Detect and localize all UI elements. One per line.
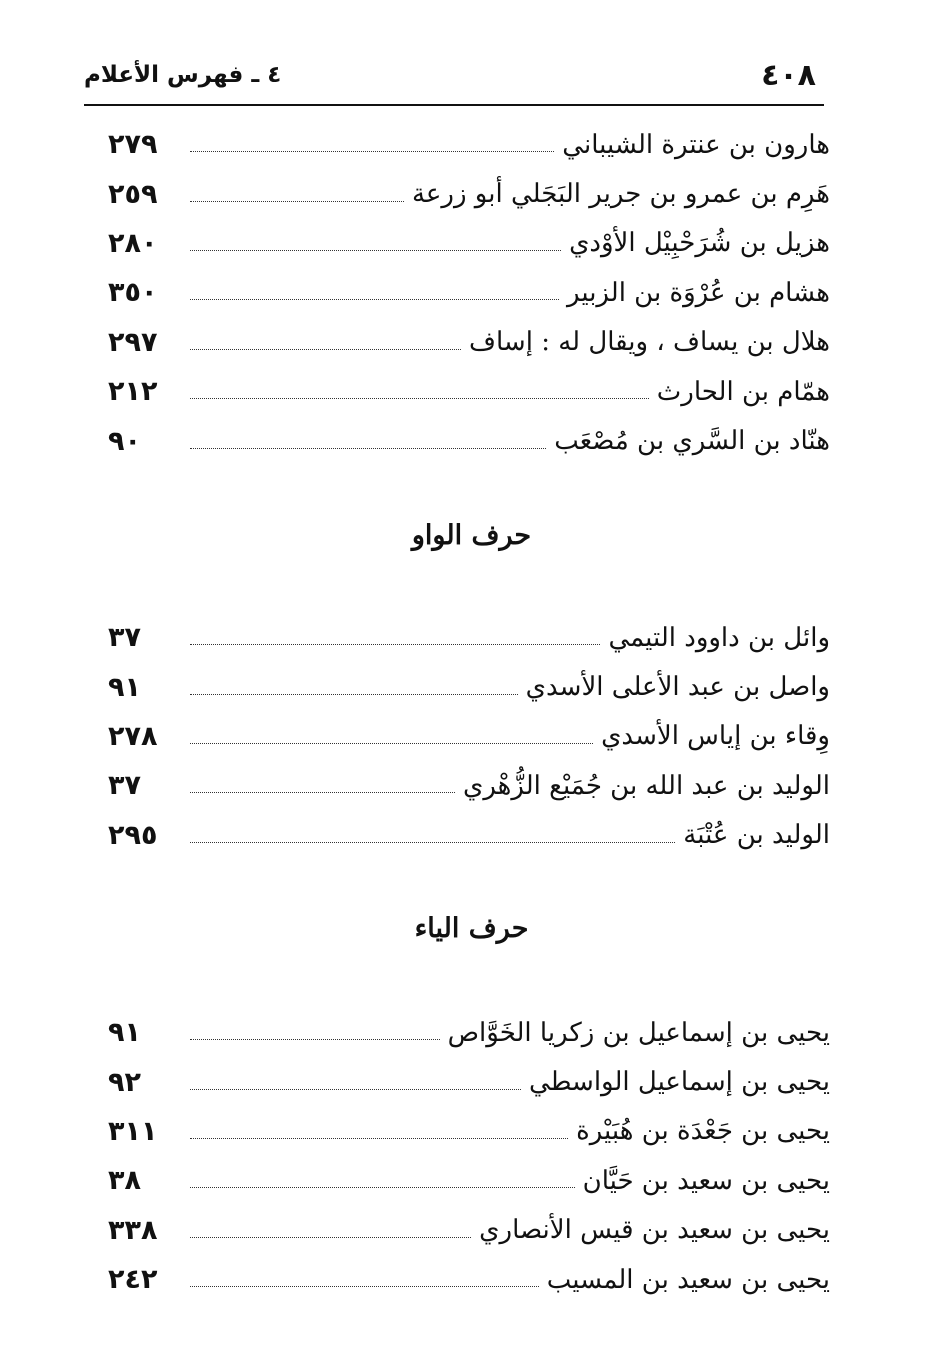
entry-name: يحيى بن سعيد بن المسيب	[546, 1264, 830, 1295]
entry-page-number: ٩٠	[108, 425, 141, 457]
entry-page-number: ٢٤٢	[108, 1264, 158, 1296]
index-section-ha	[108, 120, 830, 466]
index-entry	[108, 416, 830, 465]
page-header	[84, 58, 824, 106]
dot-leader	[190, 299, 559, 300]
entry-name: يحيى بن سعيد بن قيس الأنصاري	[479, 1215, 830, 1246]
entry-name: يحيى بن إسماعيل بن زكريا الخَوَّاص	[447, 1017, 830, 1048]
index-entry	[108, 120, 830, 169]
entry-name: همّام بن الحارث	[656, 376, 830, 407]
entry-page-number: ٩١	[108, 671, 141, 703]
entry-name: هشام بن عُرْوَة بن الزبير	[567, 277, 830, 308]
entry-page-number: ٢٥٩	[108, 178, 158, 210]
entry-name: هلال بن يساف ، ويقال له : إساف	[469, 327, 830, 358]
dot-leader	[190, 398, 649, 399]
entry-page-number: ٩٢	[108, 1066, 141, 1098]
entry-page-number: ٩١	[108, 1017, 141, 1049]
entry-name: يحيى بن إسماعيل الواسطي	[529, 1067, 830, 1098]
index-entry	[108, 1206, 830, 1255]
index-entry	[108, 1107, 830, 1156]
index-entry	[108, 268, 830, 317]
dot-leader	[190, 1138, 568, 1139]
entry-page-number: ٣١١	[108, 1115, 158, 1147]
entry-name: يحيى بن جَعْدَة بن هُبَيْرة	[576, 1116, 830, 1147]
dot-leader	[190, 201, 404, 202]
index-entry	[108, 613, 830, 662]
entry-page-number: ٣٧	[108, 770, 141, 802]
index-entry	[108, 1057, 830, 1106]
index-entry	[108, 811, 830, 860]
dot-leader	[190, 644, 600, 645]
dot-leader	[190, 1237, 471, 1238]
index-section-waw	[108, 613, 830, 860]
index-entry	[108, 712, 830, 761]
dot-leader	[190, 250, 561, 251]
entry-page-number: ٢١٢	[108, 376, 158, 408]
dot-leader	[190, 151, 554, 152]
entry-page-number: ٢٩٥	[108, 819, 158, 851]
entry-name: هزيل بن شُرَحْبِيْل الأوْدي	[569, 228, 830, 259]
entry-page-number: ٢٩٧	[108, 326, 158, 358]
entry-page-number: ٢٧٨	[108, 720, 158, 752]
entry-name: هَرِم بن عمرو بن جرير البَجَلي أبو زرعة	[411, 179, 830, 210]
index-entry	[108, 662, 830, 711]
dot-leader	[190, 1089, 521, 1090]
dot-leader	[190, 792, 455, 793]
entry-name: الوليد بن عبد الله بن جُمَيْع الزُّهْري	[462, 770, 830, 801]
entry-page-number: ٣٨	[108, 1165, 141, 1197]
entry-name: الوليد بن عُتْبَة	[683, 820, 830, 851]
dot-leader	[190, 448, 546, 449]
entry-page-number: ٣٧	[108, 622, 141, 654]
page-number: ٤٠٨	[761, 58, 816, 93]
entry-page-number: ٢٧٩	[108, 129, 158, 161]
index-entry	[108, 367, 830, 416]
entry-name: وائل بن داوود التيمي	[608, 622, 830, 653]
dot-leader	[190, 1286, 539, 1287]
entry-name: وِقاء بن إياس الأسدي	[601, 721, 830, 752]
running-title: ٤ ـ فهرس الأعلام	[84, 62, 282, 88]
dot-leader	[190, 743, 593, 744]
index-entry	[108, 169, 830, 218]
dot-leader	[190, 1187, 575, 1188]
entry-page-number: ٣٣٨	[108, 1214, 158, 1246]
index-entry	[108, 1008, 830, 1057]
entry-page-number: ٣٥٠	[108, 277, 158, 309]
index-entry	[108, 219, 830, 268]
entry-name: هنّاد بن السَّري بن مُصْعَب	[554, 426, 830, 457]
dot-leader	[190, 842, 675, 843]
index-entry	[108, 761, 830, 810]
entry-page-number: ٢٨٠	[108, 227, 158, 259]
entry-name: هارون بن عنترة الشيباني	[562, 129, 830, 160]
index-entry	[108, 1156, 830, 1205]
entry-name: يحيى بن سعيد بن حَيَّان	[582, 1165, 830, 1196]
section-heading-waw: حرف الواو	[411, 520, 532, 551]
index-entry	[108, 1255, 830, 1304]
index-entry	[108, 318, 830, 367]
dot-leader	[190, 349, 461, 350]
section-heading-ya: حرف الياء	[414, 913, 529, 944]
dot-leader	[190, 1039, 440, 1040]
entry-name: واصل بن عبد الأعلى الأسدي	[525, 672, 830, 703]
dot-leader	[190, 694, 518, 695]
index-section-ya	[108, 1008, 830, 1304]
